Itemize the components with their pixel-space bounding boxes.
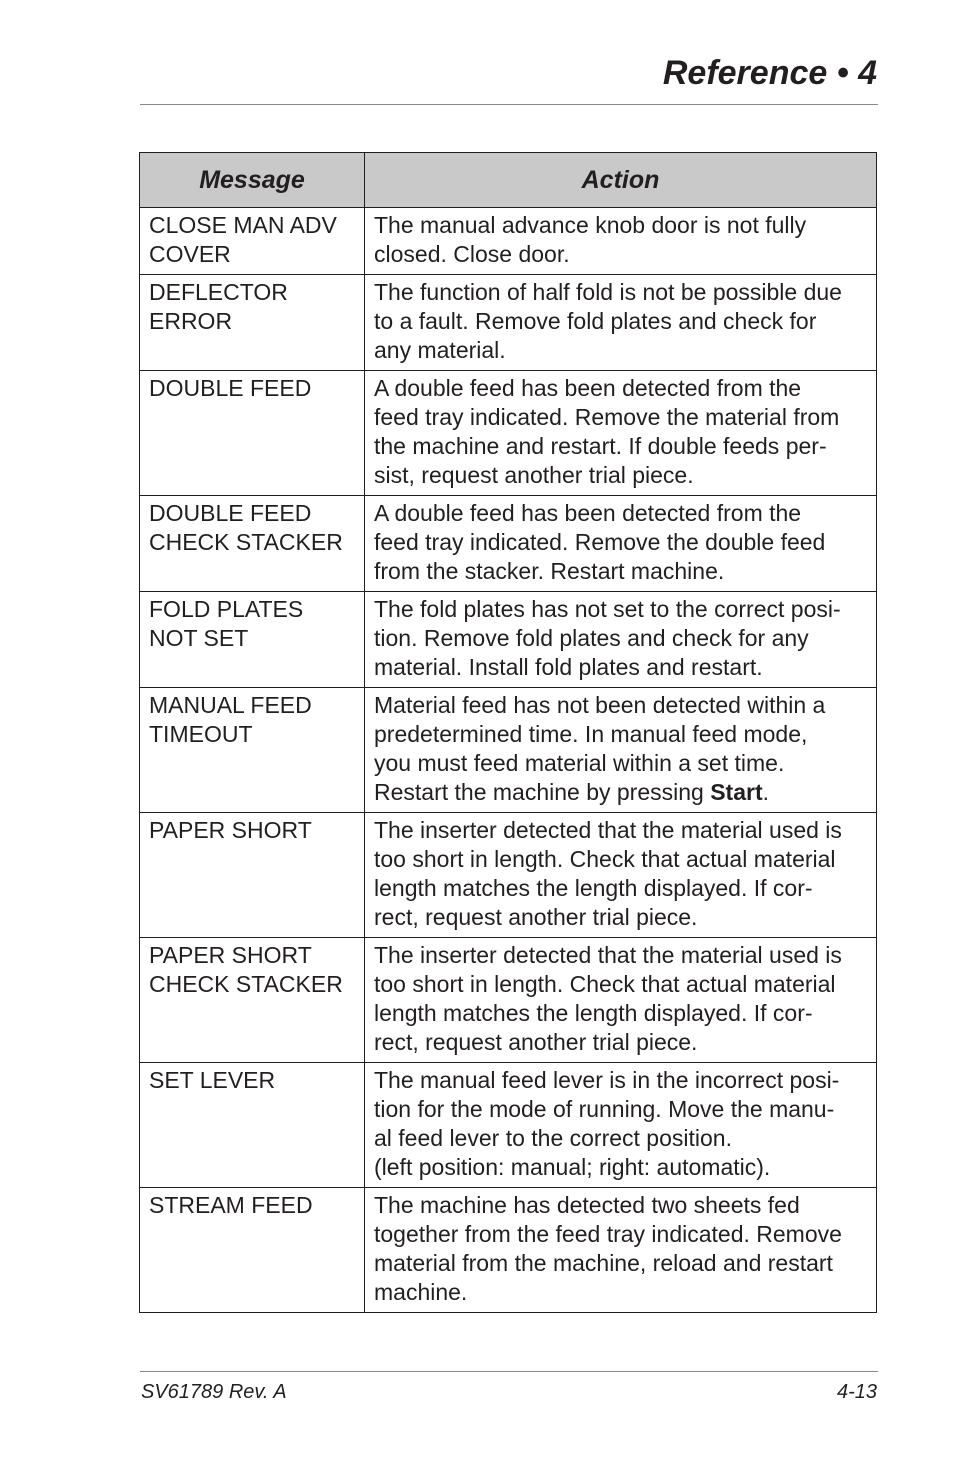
- message-cell: [140, 813, 365, 938]
- message-line: CLOSE MAN ADV: [149, 212, 337, 238]
- action-line: you must feed material within a set time.: [374, 750, 785, 776]
- action-line: length matches the length displayed. If cor-: [374, 875, 813, 901]
- table-row: [140, 275, 877, 371]
- header-divider: [140, 104, 878, 105]
- action-line: the machine and restart. If double feeds per-: [374, 433, 827, 459]
- action-line: The fold plates has not set to the correct posi-: [374, 596, 841, 622]
- action-line: The inserter detected that the material used is: [374, 817, 842, 843]
- message-line: CHECK STACKER: [149, 971, 343, 997]
- table-row: [140, 938, 877, 1063]
- message-cell: [140, 371, 365, 496]
- message-line: CHECK STACKER: [149, 529, 343, 555]
- action-cell: [365, 813, 877, 938]
- action-line: tion for the mode of running. Move the manu-: [374, 1096, 835, 1122]
- action-line: The manual feed lever is in the incorrect posi-: [374, 1067, 840, 1093]
- message-line: COVER: [149, 241, 231, 267]
- action-text: .: [762, 779, 770, 805]
- message-line: NOT SET: [149, 625, 249, 651]
- column-header-message: Message: [140, 153, 365, 208]
- action-line: together from the feed tray indicated. Remove: [374, 1221, 842, 1247]
- footer-divider: [140, 1371, 878, 1372]
- action-line: rect, request another trial piece.: [374, 1029, 698, 1055]
- action-line: rect, request another trial piece.: [374, 904, 698, 930]
- start-button-reference: Start: [710, 779, 763, 805]
- action-line: The function of half fold is not be possible due: [374, 279, 842, 305]
- action-cell: [365, 1063, 877, 1188]
- table-row: [140, 371, 877, 496]
- message-line: FOLD PLATES: [149, 596, 304, 622]
- page-title: Reference • 4: [662, 54, 877, 92]
- action-cell: [365, 1188, 877, 1313]
- action-line: Material feed has not been detected within a: [374, 692, 826, 718]
- action-line: any material.: [374, 337, 506, 363]
- column-header-action: Action: [365, 153, 877, 208]
- action-line: [374, 778, 868, 807]
- message-line: DOUBLE FEED: [149, 500, 312, 526]
- message-line: TIMEOUT: [149, 721, 253, 747]
- action-cell: [365, 208, 877, 275]
- message-cell: [140, 275, 365, 371]
- page-number: 4-13: [836, 1381, 877, 1403]
- message-line: PAPER SHORT: [149, 817, 312, 843]
- action-line: feed tray indicated. Remove the double feed: [374, 529, 826, 555]
- action-cell: [365, 938, 877, 1063]
- table-row: [140, 813, 877, 938]
- action-line: A double feed has been detected from the: [374, 375, 802, 401]
- message-line: STREAM FEED: [149, 1192, 313, 1218]
- table-row: [140, 688, 877, 813]
- action-line: A double feed has been detected from the: [374, 500, 802, 526]
- action-line: feed tray indicated. Remove the material from: [374, 404, 840, 430]
- action-line: tion. Remove fold plates and check for any: [374, 625, 809, 651]
- action-line: The machine has detected two sheets fed: [374, 1192, 800, 1218]
- action-line: to a fault. Remove fold plates and check for: [374, 308, 817, 334]
- table-row: [140, 208, 877, 275]
- action-cell: [365, 496, 877, 592]
- message-line: DEFLECTOR: [149, 279, 288, 305]
- message-cell: [140, 1063, 365, 1188]
- action-line: predetermined time. In manual feed mode,: [374, 721, 808, 747]
- action-cell: [365, 592, 877, 688]
- message-action-table: [139, 152, 877, 1313]
- message-cell: [140, 938, 365, 1063]
- action-line: (left position: manual; right: automatic).: [374, 1154, 771, 1180]
- table-row: [140, 496, 877, 592]
- document-id: SV61789 Rev. A: [141, 1381, 287, 1403]
- action-line: sist, request another trial piece.: [374, 462, 694, 488]
- action-cell: [365, 275, 877, 371]
- message-line: MANUAL FEED: [149, 692, 312, 718]
- table-row: [140, 592, 877, 688]
- message-line: SET LEVER: [149, 1067, 276, 1093]
- table-row: [140, 1063, 877, 1188]
- action-text: Restart the machine by pressing: [374, 779, 711, 805]
- action-line: closed. Close door.: [374, 241, 570, 267]
- message-cell: [140, 1188, 365, 1313]
- action-line: too short in length. Check that actual material: [374, 971, 836, 997]
- action-cell: [365, 688, 877, 813]
- message-cell: [140, 592, 365, 688]
- message-cell: [140, 496, 365, 592]
- message-line: ERROR: [149, 308, 233, 334]
- message-cell: [140, 688, 365, 813]
- action-line: too short in length. Check that actual material: [374, 846, 836, 872]
- action-line: from the stacker. Restart machine.: [374, 558, 725, 584]
- table-header-row: [140, 153, 877, 208]
- action-cell: [365, 371, 877, 496]
- message-line: DOUBLE FEED: [149, 375, 312, 401]
- action-line: The manual advance knob door is not fully: [374, 212, 807, 238]
- message-line: PAPER SHORT: [149, 942, 312, 968]
- table-row: [140, 1188, 877, 1313]
- action-line: material from the machine, reload and restart: [374, 1250, 833, 1276]
- action-line: material. Install fold plates and restart.: [374, 654, 763, 680]
- action-line: length matches the length displayed. If cor-: [374, 1000, 813, 1026]
- message-cell: [140, 208, 365, 275]
- action-line: The inserter detected that the material used is: [374, 942, 842, 968]
- action-line: machine.: [374, 1279, 468, 1305]
- action-line: al feed lever to the correct position.: [374, 1125, 732, 1151]
